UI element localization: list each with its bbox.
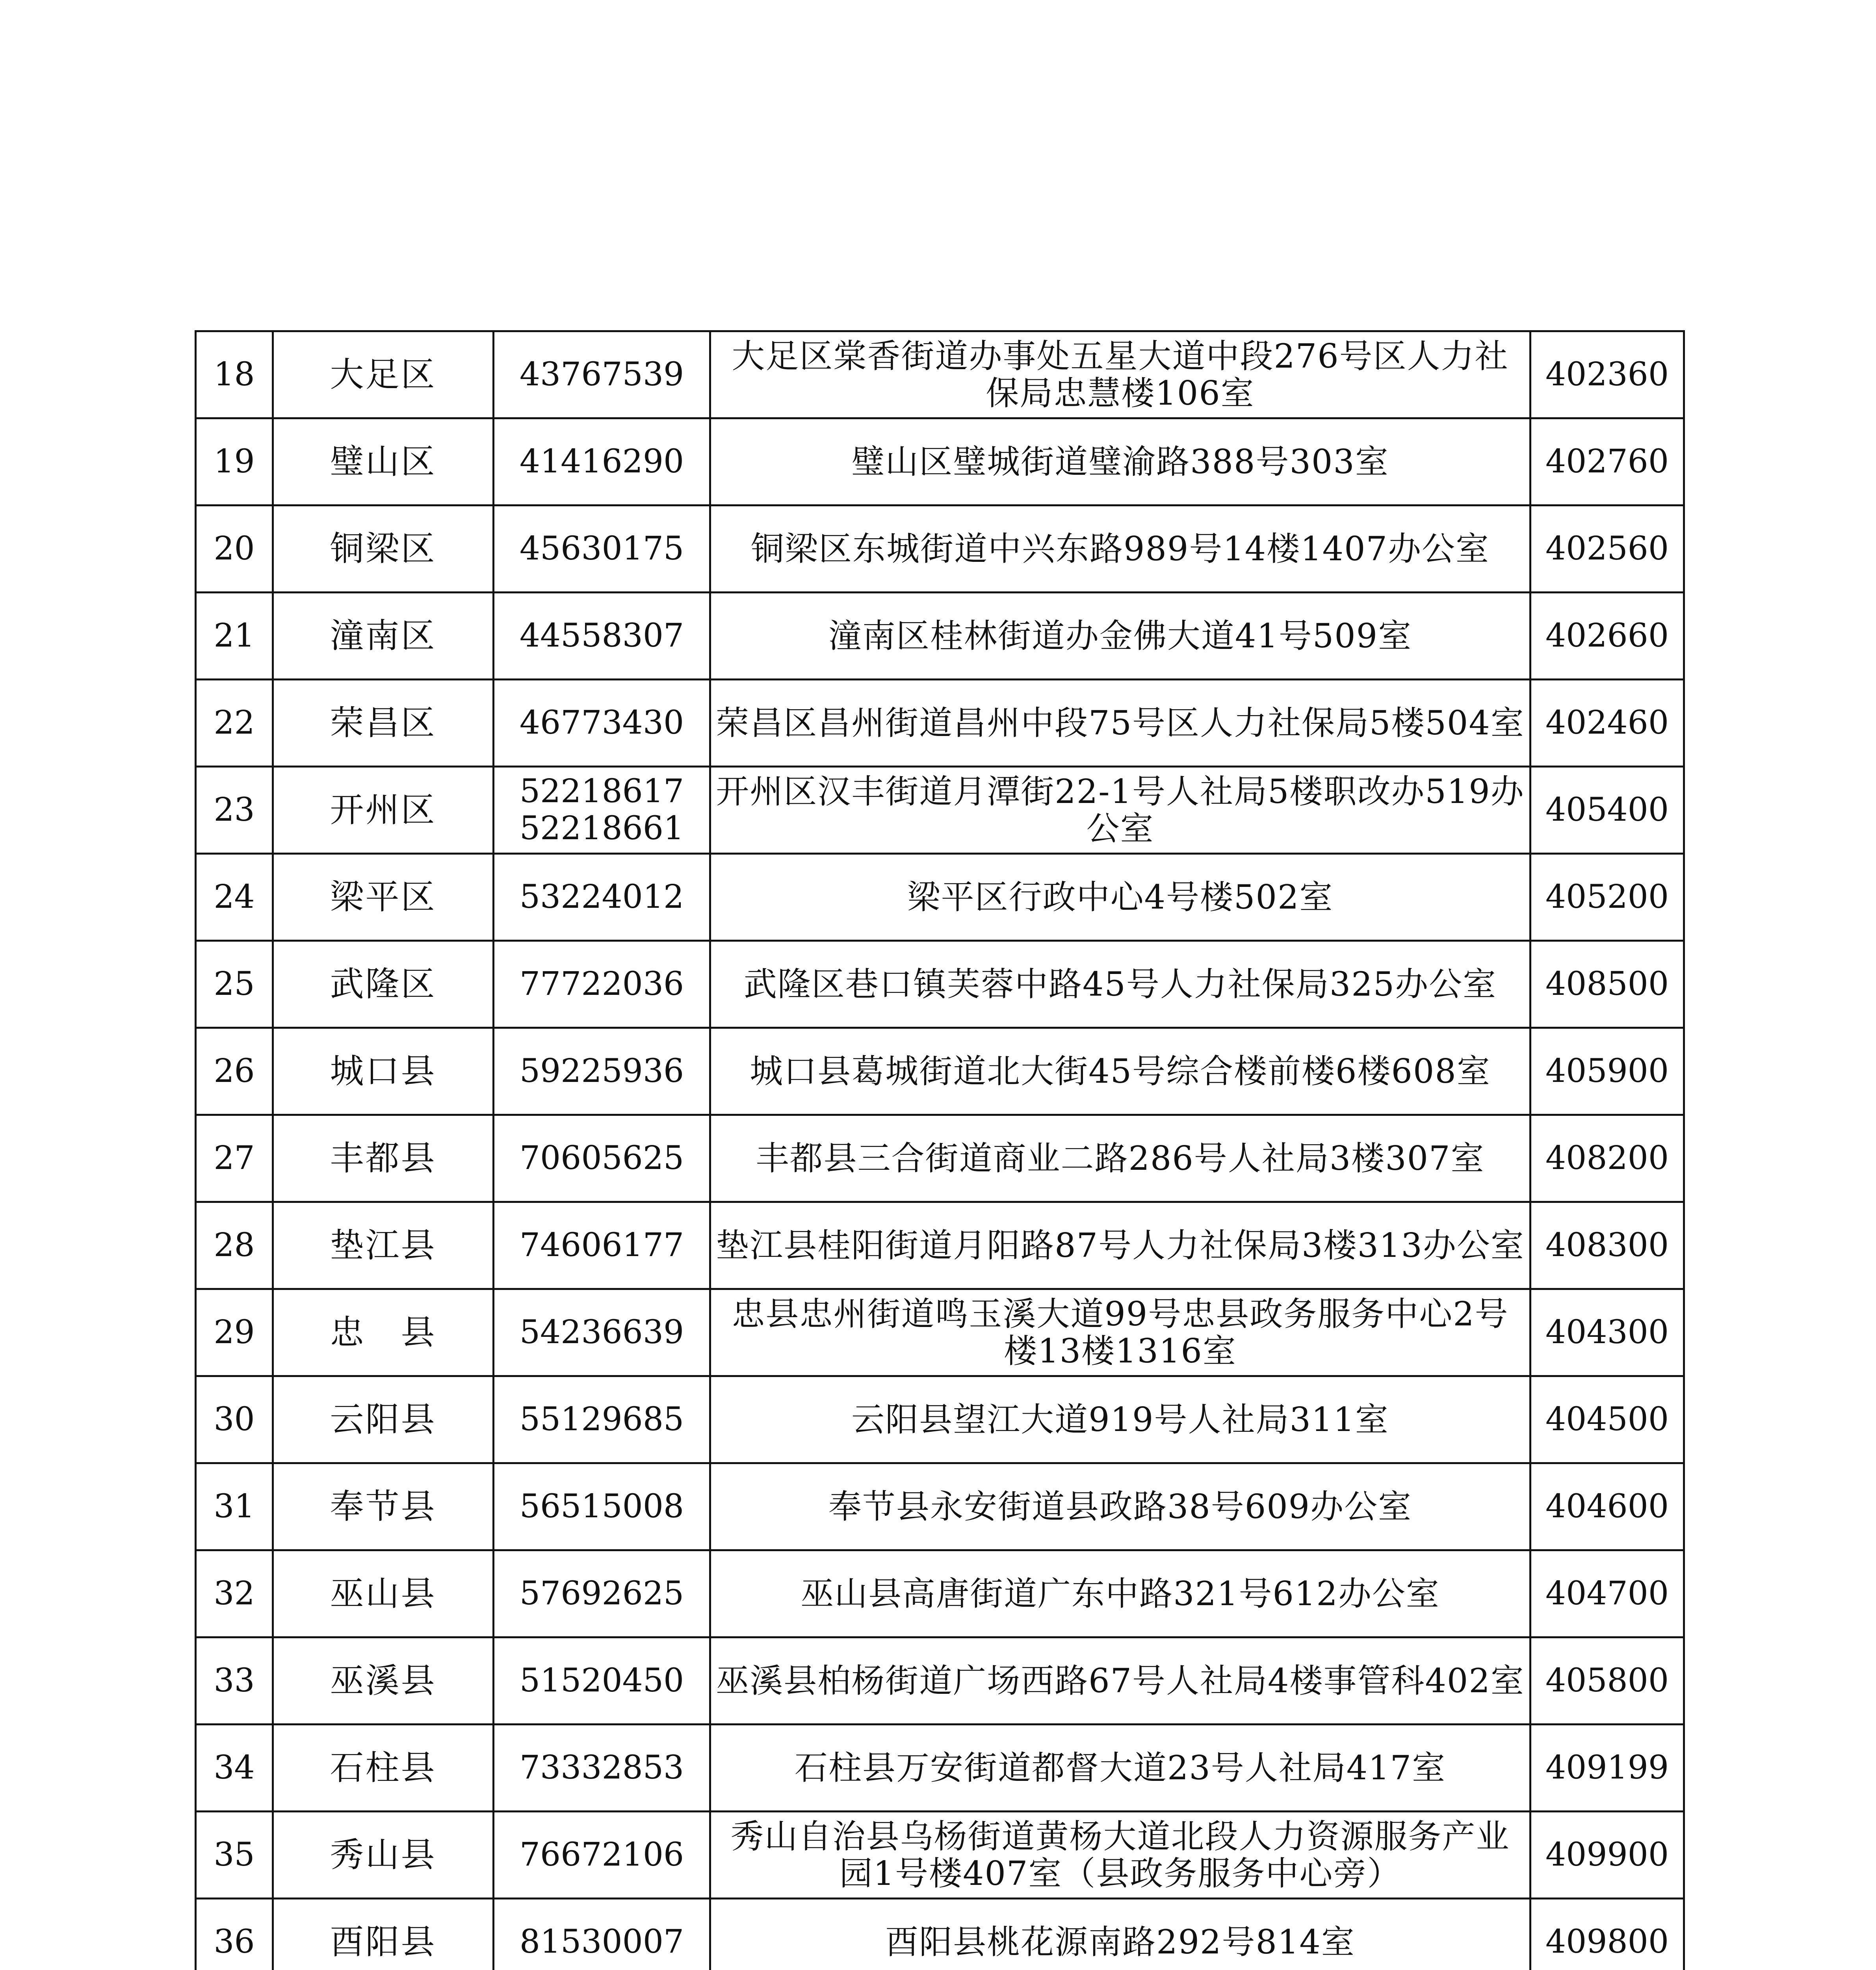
table-row	[196, 854, 1684, 941]
district-name: 秀山县	[273, 1812, 494, 1899]
phone-number: 74606177	[519, 1227, 684, 1264]
office-address: 巫溪县柏杨街道广场西路67号人社局4楼事管科402室	[710, 1637, 1531, 1725]
phone-cell	[494, 331, 710, 418]
office-address: 铜梁区东城街道中兴东路989号14楼1407办公室	[710, 506, 1531, 593]
district-name: 巫山县	[273, 1550, 494, 1637]
phone-number: 45630175	[519, 530, 684, 567]
phone-cell	[494, 1376, 710, 1463]
phone-number: 53224012	[519, 878, 684, 916]
table-row	[196, 1637, 1684, 1725]
postcode: 408200	[1531, 1115, 1684, 1202]
table-row	[196, 1202, 1684, 1289]
table-row	[196, 506, 1684, 593]
phone-number: 52218661	[519, 810, 684, 847]
table-row	[196, 1812, 1684, 1899]
phone-number: 70605625	[519, 1139, 684, 1177]
phone-number: 57692625	[519, 1575, 684, 1612]
table-row	[196, 1115, 1684, 1202]
phone-number: 73332853	[519, 1749, 684, 1786]
postcode: 409199	[1531, 1725, 1684, 1812]
district-name: 城口县	[273, 1028, 494, 1115]
table-row	[196, 767, 1684, 854]
phone-number: 59225936	[519, 1052, 684, 1090]
table-row	[196, 941, 1684, 1028]
office-address: 璧山区璧城街道璧渝路388号303室	[710, 418, 1531, 506]
office-address: 梁平区行政中心4号楼502室	[710, 854, 1531, 941]
phone-cell	[494, 1028, 710, 1115]
phone-cell	[494, 506, 710, 593]
row-number: 35	[196, 1812, 273, 1899]
postcode: 402660	[1531, 593, 1684, 680]
phone-cell	[494, 1289, 710, 1376]
table-row	[196, 680, 1684, 767]
district-name: 大足区	[273, 331, 494, 418]
office-address: 荣昌区昌州街道昌州中段75号区人力社保局5楼504室	[710, 680, 1531, 767]
row-number: 26	[196, 1028, 273, 1115]
table-body	[196, 331, 1684, 1970]
phone-number: 56515008	[519, 1488, 684, 1525]
phone-cell	[494, 1812, 710, 1899]
table-row	[196, 1028, 1684, 1115]
table-row	[196, 593, 1684, 680]
district-name: 丰都县	[273, 1115, 494, 1202]
contact-table	[195, 330, 1685, 1970]
phone-number: 54236639	[519, 1314, 684, 1351]
office-address: 巫山县高唐街道广东中路321号612办公室	[710, 1550, 1531, 1637]
phone-cell	[494, 680, 710, 767]
row-number: 32	[196, 1550, 273, 1637]
district-name: 垫江县	[273, 1202, 494, 1289]
table-row	[196, 1463, 1684, 1550]
table-row	[196, 1725, 1684, 1812]
office-address: 奉节县永安街道县政路38号609办公室	[710, 1463, 1531, 1550]
district-name: 璧山区	[273, 418, 494, 506]
row-number: 27	[196, 1115, 273, 1202]
office-address: 垫江县桂阳街道月阳路87号人力社保局3楼313办公室	[710, 1202, 1531, 1289]
table-row	[196, 418, 1684, 506]
office-address: 城口县葛城街道北大街45号综合楼前楼6楼608室	[710, 1028, 1531, 1115]
district-name: 荣昌区	[273, 680, 494, 767]
phone-cell	[494, 418, 710, 506]
office-address: 酉阳县桃花源南路292号814室	[710, 1899, 1531, 1970]
postcode: 404700	[1531, 1550, 1684, 1637]
table-row	[196, 1899, 1684, 1970]
row-number: 31	[196, 1463, 273, 1550]
phone-cell	[494, 1725, 710, 1812]
phone-number: 81530007	[519, 1923, 684, 1961]
postcode: 405900	[1531, 1028, 1684, 1115]
phone-cell	[494, 1202, 710, 1289]
postcode: 408500	[1531, 941, 1684, 1028]
row-number: 18	[196, 331, 273, 418]
district-name: 巫溪县	[273, 1637, 494, 1725]
phone-cell	[494, 1550, 710, 1637]
phone-cell	[494, 767, 710, 854]
district-name: 梁平区	[273, 854, 494, 941]
postcode: 404500	[1531, 1376, 1684, 1463]
postcode: 402360	[1531, 331, 1684, 418]
row-number: 30	[196, 1376, 273, 1463]
phone-cell	[494, 941, 710, 1028]
office-address: 潼南区桂林街道办金佛大道41号509室	[710, 593, 1531, 680]
phone-number: 52218617	[519, 773, 684, 810]
postcode: 404600	[1531, 1463, 1684, 1550]
row-number: 22	[196, 680, 273, 767]
phone-cell	[494, 1115, 710, 1202]
district-name: 奉节县	[273, 1463, 494, 1550]
postcode: 405800	[1531, 1637, 1684, 1725]
phone-number: 43767539	[519, 356, 684, 393]
postcode: 405200	[1531, 854, 1684, 941]
postcode: 409900	[1531, 1812, 1684, 1899]
row-number: 21	[196, 593, 273, 680]
phone-number: 51520450	[519, 1662, 684, 1699]
postcode: 409800	[1531, 1899, 1684, 1970]
district-name: 铜梁区	[273, 506, 494, 593]
office-address: 武隆区巷口镇芙蓉中路45号人力社保局325办公室	[710, 941, 1531, 1028]
row-number: 28	[196, 1202, 273, 1289]
postcode: 402760	[1531, 418, 1684, 506]
postcode: 408300	[1531, 1202, 1684, 1289]
postcode: 402460	[1531, 680, 1684, 767]
district-name: 武隆区	[273, 941, 494, 1028]
office-address: 丰都县三合街道商业二路286号人社局3楼307室	[710, 1115, 1531, 1202]
phone-cell	[494, 854, 710, 941]
phone-cell	[494, 1899, 710, 1970]
phone-number: 44558307	[519, 617, 684, 654]
postcode: 402560	[1531, 506, 1684, 593]
table-row	[196, 1550, 1684, 1637]
phone-number: 55129685	[519, 1401, 684, 1438]
row-number: 29	[196, 1289, 273, 1376]
phone-cell	[494, 1463, 710, 1550]
office-address: 秀山自治县乌杨街道黄杨大道北段人力资源服务产业园1号楼407室（县政务服务中心旁）	[710, 1812, 1531, 1899]
postcode: 405400	[1531, 767, 1684, 854]
postcode: 404300	[1531, 1289, 1684, 1376]
phone-cell	[494, 593, 710, 680]
office-address: 云阳县望江大道919号人社局311室	[710, 1376, 1531, 1463]
district-name: 石柱县	[273, 1725, 494, 1812]
district-name: 潼南区	[273, 593, 494, 680]
row-number: 24	[196, 854, 273, 941]
phone-cell	[494, 1637, 710, 1725]
table-row	[196, 1289, 1684, 1376]
row-number: 33	[196, 1637, 273, 1725]
row-number: 36	[196, 1899, 273, 1970]
table-row	[196, 331, 1684, 418]
row-number: 20	[196, 506, 273, 593]
row-number: 34	[196, 1725, 273, 1812]
row-number: 19	[196, 418, 273, 506]
phone-number: 77722036	[519, 965, 684, 1003]
phone-number: 41416290	[519, 443, 684, 480]
phone-number: 76672106	[519, 1836, 684, 1873]
district-name: 开州区	[273, 767, 494, 854]
office-address: 大足区棠香街道办事处五星大道中段276号区人力社保局忠慧楼106室	[710, 331, 1531, 418]
row-number: 25	[196, 941, 273, 1028]
office-address: 忠县忠州街道鸣玉溪大道99号忠县政务服务中心2号楼13楼1316室	[710, 1289, 1531, 1376]
office-address: 石柱县万安街道都督大道23号人社局417室	[710, 1725, 1531, 1812]
row-number: 23	[196, 767, 273, 854]
phone-number: 46773430	[519, 704, 684, 742]
office-address: 开州区汉丰街道月潭街22-1号人社局5楼职改办519办公室	[710, 767, 1531, 854]
district-name: 忠 县	[273, 1289, 494, 1376]
district-name: 云阳县	[273, 1376, 494, 1463]
district-name: 酉阳县	[273, 1899, 494, 1970]
table-row	[196, 1376, 1684, 1463]
